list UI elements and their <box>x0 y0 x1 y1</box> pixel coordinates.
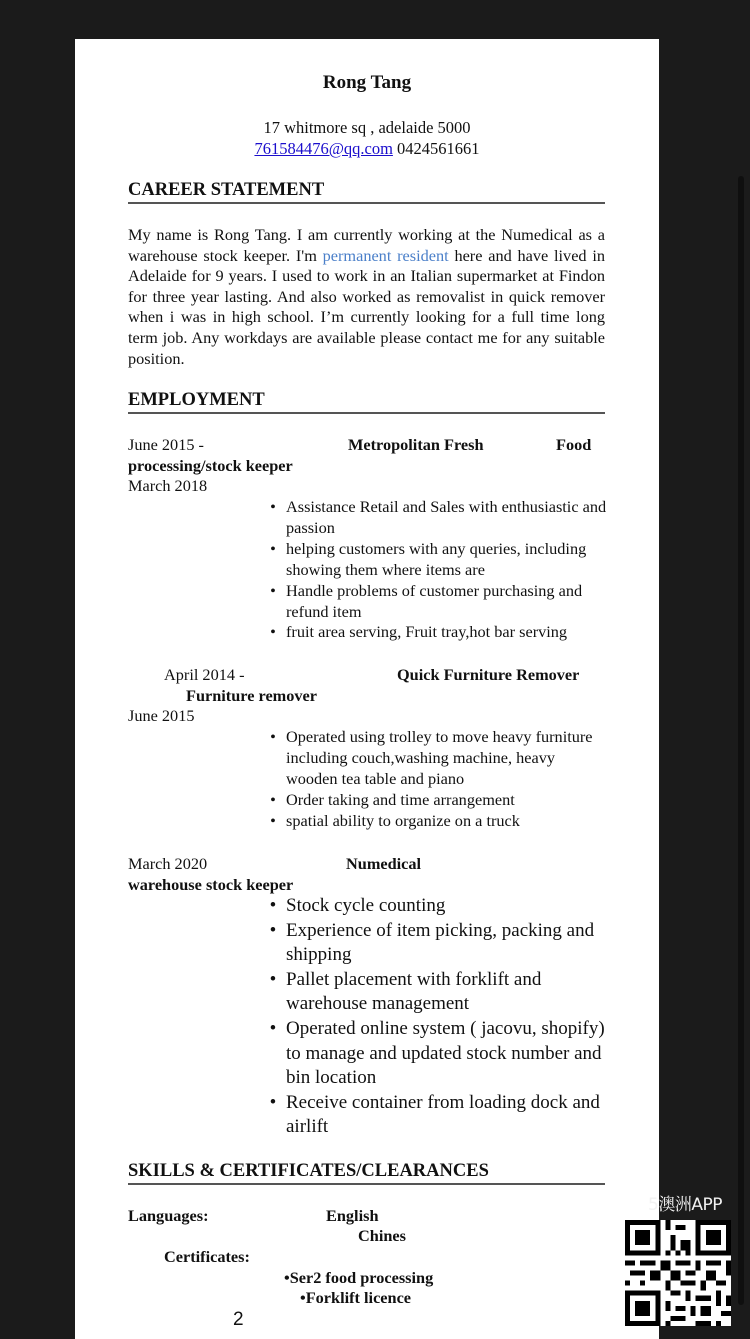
document-page <box>75 39 659 1339</box>
bullet-item: • Assistance Retail and Sales with enthusiastic and passion <box>268 497 608 539</box>
job-company: Quick Furniture Remover <box>397 665 580 684</box>
bullet-icon: • <box>300 1288 306 1307</box>
bullet-icon: • <box>269 968 277 990</box>
qr-code-icon[interactable] <box>625 1220 731 1326</box>
bullet-item: • Stock cycle counting <box>268 894 613 919</box>
bullet-icon: • <box>269 895 277 916</box>
job-bullets <box>268 894 613 1140</box>
languages-label: Languages: <box>128 1206 209 1225</box>
contact-line <box>75 139 659 159</box>
career-text-part: here and have lived in Adelaide for 9 years. I used to work in an Italian supermarket at Findon for three year lasting. And also worked as removalist in quick remover when i was in high school. I’m currently looking for a full time long term job. Any workdays are available please contact me for any suitable position. <box>128 245 605 368</box>
bullet-icon: • <box>270 810 276 830</box>
job-bullets <box>268 497 608 643</box>
certificate-item: •Ser2 food processing <box>284 1268 434 1287</box>
bullet-icon: • <box>270 497 276 516</box>
language-item: Chines <box>358 1226 406 1245</box>
bullet-item: • spatial ability to organize on a truck <box>268 811 608 832</box>
job-start-date: March 2020 <box>128 854 208 873</box>
bullet-icon: • <box>270 580 276 600</box>
bullet-icon: • <box>284 1268 290 1287</box>
bullet-item: • Operated online system ( jacovu, shopify) to manage and updated stock number and bin location <box>269 1017 605 1089</box>
email-link[interactable]: 761584476@qq.com <box>254 139 393 158</box>
job-start-date: April 2014 - <box>164 665 245 684</box>
job-company: Numedical <box>346 854 422 873</box>
phone: 0424561661 <box>397 139 480 158</box>
employment-heading: EMPLOYMENT <box>128 389 605 414</box>
page-number: 2 <box>233 1309 244 1330</box>
permanent-resident-highlight: permanent resident <box>322 245 449 265</box>
career-statement-text <box>128 225 605 369</box>
resume-name: Rong Tang <box>322 72 412 93</box>
bullet-item: • Receive container from loading dock and airlift <box>269 1091 600 1138</box>
vertical-scrollbar[interactable] <box>738 176 744 1305</box>
bullet-item: • Pallet placement with forklift and warehouse management <box>269 968 542 1015</box>
bullet-item: • Handle problems of customer purchasing and refund item <box>268 581 608 623</box>
bullet-icon: • <box>269 919 277 941</box>
bullet-item: • Experience of item picking, packing and shipping <box>269 919 595 966</box>
bullet-icon: • <box>270 622 276 642</box>
certificate-item: •Forklift licence <box>300 1288 412 1307</box>
bullet-icon: • <box>270 727 276 746</box>
job-end-date: June 2015 <box>128 706 195 725</box>
job-role: Furniture remover <box>186 686 317 705</box>
job-role: Food <box>556 435 592 454</box>
career-statement-heading: CAREER STATEMENT <box>128 179 605 204</box>
language-item: English <box>326 1206 379 1225</box>
job-role-cont: processing/stock keeper <box>128 456 293 475</box>
job-start-date: June 2015 - <box>128 435 204 454</box>
job-role: warehouse stock keeper <box>128 875 294 894</box>
bullet-icon: • <box>270 789 276 809</box>
bullet-item: • Operated using trolley to move heavy furniture including couch,washing machine, heavy wooden tea table and piano <box>268 727 608 790</box>
skills-heading: SKILLS & CERTIFICATES/CLEARANCES <box>128 1160 605 1185</box>
qr-code-graphic <box>625 1220 731 1326</box>
bullet-item: • Order taking and time arrangement <box>268 790 608 811</box>
job-bullets <box>268 727 608 832</box>
bullet-icon: • <box>269 1091 277 1113</box>
certificates-label: Certificates: <box>164 1247 250 1266</box>
job-company: Metropolitan Fresh <box>348 435 484 454</box>
bullet-item: • helping customers with any queries, including showing them where items are <box>268 539 608 581</box>
job-end-date: March 2018 <box>128 476 208 495</box>
bullet-icon: • <box>269 1017 277 1039</box>
bullet-item: • fruit area serving, Fruit tray,hot bar serving <box>268 622 608 643</box>
address: 17 whitmore sq , adelaide 5000 <box>263 118 471 137</box>
career-text-part: My name is Rong Tang. I am currently working at the Numedical as a warehouse stock keeper. I'm <box>128 225 605 265</box>
bullet-icon: • <box>270 538 276 558</box>
watermark-app-label: 5澳洲APP <box>648 1195 722 1215</box>
